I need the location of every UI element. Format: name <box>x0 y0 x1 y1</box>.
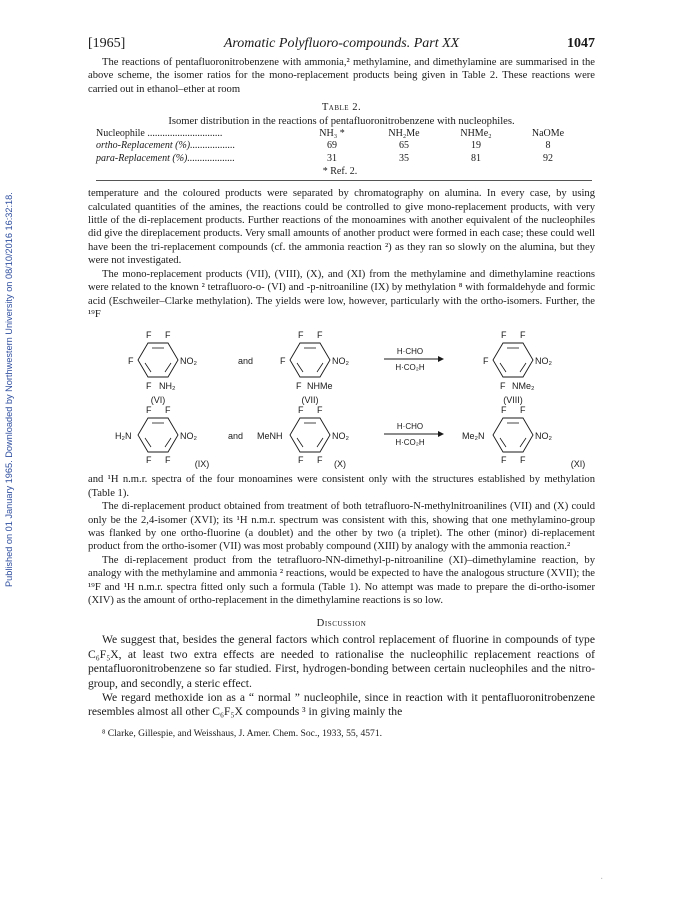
reaction-arrow-head-1 <box>438 356 444 362</box>
atom-label: F <box>146 330 152 341</box>
row-label-para: para-Replacement (%)................... <box>96 152 235 164</box>
atom-label: F <box>146 405 152 416</box>
atom-label: F <box>483 356 489 367</box>
atom-label: F <box>501 330 507 341</box>
paragraph-5: The di-replacement product obtained from treatment of both tetrafluoro-N-methylnitroanilines (VII) and (X) could only be the 2,4-isomer (XVI); its ¹H n.m.r. spectrum was consistent with this, showing that one methylamino-group was flanked by one ortho-fluorine (a doublet) and the other by two (a triplet). The other (minor) di-replacement product from the ortho-isomer (VII) was most probably compound (XIII) by analogy with the ammonia reaction.² <box>88 501 595 553</box>
column-header: NHMe₂ <box>460 128 492 140</box>
header-page-number: 1047 <box>567 36 595 51</box>
table-rule <box>96 180 592 181</box>
atom-label: NO₂ <box>332 356 349 367</box>
table-cell: 81 <box>471 152 481 164</box>
atom-label: NO₂ <box>535 431 552 442</box>
table-cell: 35 <box>399 152 409 164</box>
atom-label: F <box>317 330 323 341</box>
atom-label: F <box>298 330 304 341</box>
atom-label: NO₂ <box>180 356 197 367</box>
atom-label: Me₂N <box>462 431 485 442</box>
row-label-ortho: ortho-Replacement (%).................. <box>96 140 236 152</box>
compound-label-x: (X) <box>334 459 346 470</box>
reagent-bottom: H·CO₂H <box>395 363 425 373</box>
benzene-ring-xi <box>493 418 533 452</box>
footnote: ⁸ Clarke, Gillespie, and Weisshaus, J. Amer. Chem. Soc., 1933, 55, 4571. <box>102 727 383 739</box>
header-year: [1965] <box>88 36 126 51</box>
atom-label: F <box>165 405 171 416</box>
atom-label: F <box>146 455 152 466</box>
discussion-paragraph-1: We suggest that, besides the general factors which control replacement of fluorine in compounds of type C₆F₅X, at least two extra effects are needed to rationalise the nucleophilic replacement reactions of pentafluoronitrobenzene so far studied. First, hydrogen-bonding between certain nucleophiles and the nitro-group, and secondly, a steric effect. <box>88 633 595 690</box>
atom-label: F <box>501 455 507 466</box>
atom-label: NO₂ <box>180 431 197 442</box>
compound-label-ix: (IX) <box>194 459 210 470</box>
reaction-scheme <box>88 327 595 469</box>
reaction-arrow-head-2 <box>438 431 444 437</box>
table-row <box>96 140 584 152</box>
atom-label: F <box>146 381 152 392</box>
discussion-heading: Discussion <box>316 618 367 630</box>
reagent-bottom: H·CO₂H <box>395 438 425 448</box>
atom-label: NO₂ <box>535 356 552 367</box>
compound-label-vii: (VII) <box>301 395 319 406</box>
atom-label: F <box>296 381 302 392</box>
benzene-ring-x <box>290 418 330 452</box>
discussion-paragraph-2: We regard methoxide ion as a “ normal ” nucleophile, since in reaction with it pentafluoronitrobenzene resembles almost all other C₆F₅X compounds ³ in giving mainly the <box>88 691 595 719</box>
paragraph-6: The di-replacement product from the tetrafluoro-NN-dimethyl-p-nitroaniline (XI)–dimethylamine reaction, by analogy with the methylamine and ammonia ² reactions, would be expected to have the analogous structure (XVII); the ¹⁹F and ¹H n.m.r. spectra fitted only such a formula (Table 1). No attempt was made to prepare the di-ortho-isomer (XIV) as the amount of ortho-replacement in the dimethylamine reactions is so low. <box>88 554 595 606</box>
atom-label: F <box>298 455 304 466</box>
atom-label: F <box>280 356 286 367</box>
compound-label-xi: (XI) <box>570 459 586 470</box>
corner-mark: · <box>600 874 604 885</box>
table-footnote: * Ref. 2. <box>322 166 358 178</box>
atom-label: F <box>165 330 171 341</box>
paragraph-2: temperature and the coloured products were separated by chromatography on alumina. In every case, by using calculated quantities of the amines, the reactions could be controlled to give mono-replacement products, with very little of the di-replacement products. Further reactions of the monoamines with another equivalent of the nucleophiles did give the direplacement products. Very small amounts of another product were formed in each case; these could well have been the tri-replacement compounds (cf. the ammonia reaction ²) as they ran so slowly on the alumina, but they were not investigated. <box>88 188 595 267</box>
benzene-ring-ix <box>138 418 178 452</box>
table-cell: 19 <box>471 140 481 152</box>
atom-label: NMe₂ <box>512 381 535 392</box>
isomer-table <box>96 128 584 165</box>
table-row <box>96 153 584 165</box>
reagent-top: H·CHO <box>396 347 424 357</box>
atom-label: F <box>317 455 323 466</box>
compound-label-vi: (VI) <box>150 395 166 406</box>
atom-label: MeNH <box>257 431 283 442</box>
atom-label: F <box>165 455 171 466</box>
compound-label-viii: (VIII) <box>503 395 523 406</box>
benzene-ring-vii <box>290 343 330 377</box>
page-header <box>88 36 595 56</box>
table-cell: 31 <box>327 152 337 164</box>
atom-label: F <box>520 330 526 341</box>
table-caption: Isomer distribution in the reactions of pentafluoronitrobenzene with nucleophiles. <box>168 115 515 127</box>
paragraph-4: and ¹H n.m.r. spectra of the four monoamines were consistent only with the structures established by methylation (Table 1). <box>88 474 595 499</box>
table-cell: 65 <box>399 140 409 152</box>
scheme-and: and <box>228 431 244 442</box>
benzene-ring-viii <box>493 343 533 377</box>
table-header-label: Nucleophile .............................. <box>96 128 223 140</box>
table-cell: 8 <box>545 140 551 152</box>
download-notice: Published on 01 January 1965. Downloaded by Northwestern University on 08/10/2016 16:32:18. <box>4 192 14 588</box>
table-cell: 69 <box>327 140 337 152</box>
header-title: Aromatic Polyfluoro-compounds. Part XX <box>223 36 460 51</box>
column-header: NH₂Me <box>388 128 420 140</box>
atom-label: F <box>520 405 526 416</box>
benzene-ring-vi <box>138 343 178 377</box>
scheme-and: and <box>238 356 254 367</box>
atom-label: NO₂ <box>332 431 349 442</box>
table-cell: 92 <box>543 152 553 164</box>
atom-label: F <box>501 405 507 416</box>
atom-label: F <box>128 356 134 367</box>
discussion-section <box>88 633 595 719</box>
atom-label: F <box>317 405 323 416</box>
table-header-row <box>96 128 584 140</box>
atom-label: F <box>520 455 526 466</box>
atom-label: F <box>298 405 304 416</box>
atom-label: F <box>500 381 506 392</box>
paragraph-3: The mono-replacement products (VII), (VIII), (X), and (XI) from the methylamine and dimethylamine reactions were related to the known ² tetrafluoro-o- (VI) and -p-nitroaniline (IX) by methylation ⁸ with formaldehyde and formic acid (Eschweiler–Clarke methylation). The yields were low, however, particularly with the ortho-isomers. Further, the ¹⁹F <box>88 268 595 320</box>
reagent-top: H·CHO <box>396 422 424 432</box>
column-header: NaOMe <box>531 128 565 140</box>
atom-label: H₂N <box>115 431 132 442</box>
atom-label: NH₂ <box>159 381 176 392</box>
atom-label: NHMe <box>307 381 333 392</box>
column-header: NH₃ * <box>319 128 345 140</box>
journal-page <box>88 36 595 740</box>
table-title: Table 2. <box>321 102 362 114</box>
paragraph-1: The reactions of pentafluoronitrobenzene with ammonia,² methylamine, and dimethylamine are summarised in the above scheme, the isomer ratios for the mono-replacement products being given in Table 2. These reactions were carried out in ethanol–ether at room <box>88 57 595 95</box>
